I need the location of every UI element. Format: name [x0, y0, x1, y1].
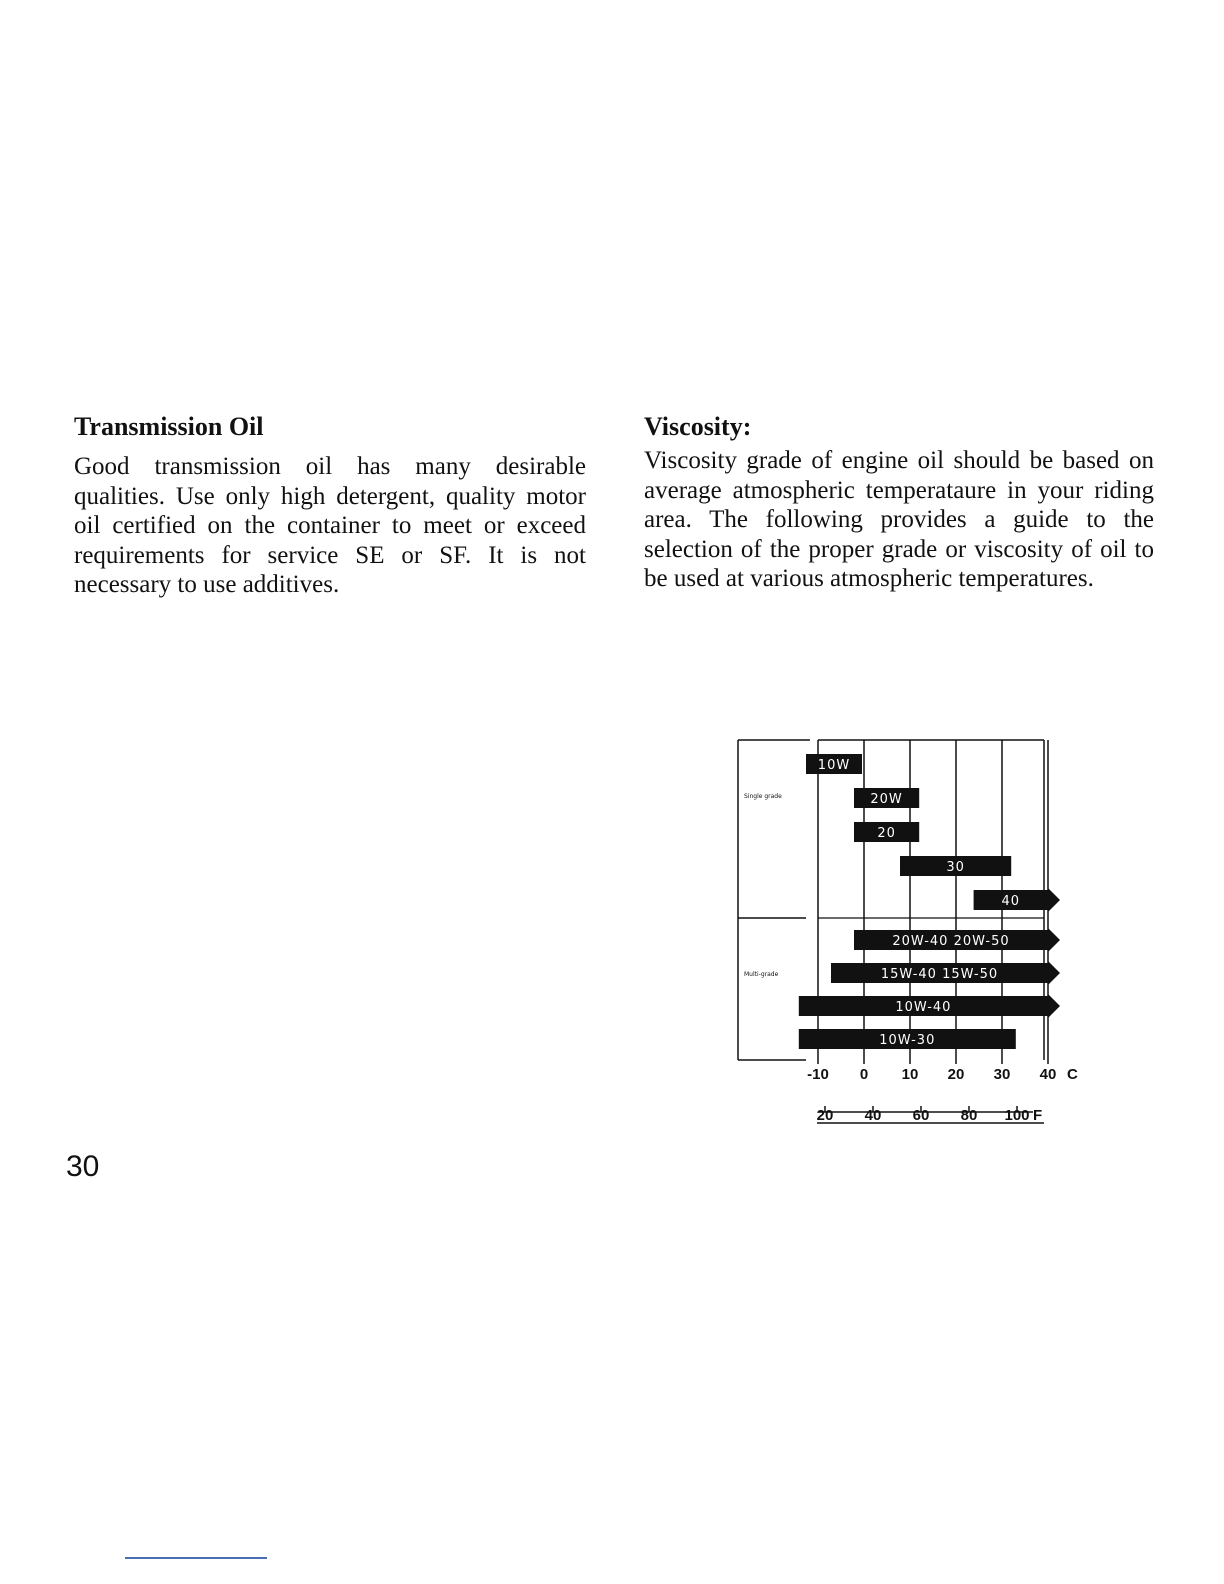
bar-label: 10W-40	[895, 1000, 952, 1015]
bar-label: 10W-30	[879, 1033, 936, 1048]
celsius-unit-label: C	[1067, 1066, 1078, 1083]
viscosity-heading: Viscosity:	[644, 412, 752, 441]
group-label: Single grade	[744, 793, 782, 800]
celsius-tick-label: 20	[947, 1066, 965, 1083]
footer-rule	[125, 1557, 267, 1559]
celsius-tick-label: 30	[993, 1066, 1011, 1083]
bar-label: 20	[877, 826, 896, 841]
celsius-tick-label: -10	[807, 1066, 829, 1083]
fahrenheit-tick-label: 80	[960, 1107, 978, 1124]
fahrenheit-tick-label: 100	[1004, 1107, 1030, 1124]
viscosity-section	[644, 412, 1154, 594]
chart-ticks	[807, 1066, 1078, 1124]
page-number: 30	[66, 1150, 100, 1183]
transmission-oil-heading: Transmission Oil	[74, 412, 264, 441]
celsius-tick-label: 0	[859, 1066, 869, 1083]
bar-label: 10W	[817, 758, 851, 773]
bar-label: 20W-40 20W-50	[892, 934, 1010, 949]
bar-label: 30	[946, 860, 965, 875]
fahrenheit-tick-label: 40	[864, 1107, 882, 1124]
bar-arrow	[1048, 994, 1060, 1018]
celsius-tick-label: 10	[901, 1066, 919, 1083]
fahrenheit-tick-label: 20	[816, 1107, 834, 1124]
bar-label: 20W	[870, 792, 903, 807]
transmission-oil-section	[74, 412, 586, 600]
viscosity-paragraph: Viscosity grade of engine oil should be based on average atmospheric temperataure in your riding area. The following provides a guide to the selection of the proper grade or viscosity of oil to be used at various atmospheric temperatures.	[644, 447, 1154, 592]
bar-label: 40	[1001, 894, 1021, 909]
viscosity-chart	[730, 730, 1080, 1130]
bar-arrow	[1048, 888, 1060, 912]
transmission-oil-paragraph: Good transmission oil has many desirable qualities. Use only high detergent, quality motor oil certified on the container to meet or exceed requirements for service SE or SF. It is not necessary to use additives.	[74, 453, 586, 598]
bar-arrow	[1048, 961, 1060, 985]
bar-label: 15W-40 15W-50	[880, 967, 999, 982]
bar-arrow	[1048, 928, 1060, 952]
group-label: Multi-grade	[744, 971, 779, 978]
fahrenheit-tick-label: 60	[912, 1107, 930, 1124]
fahrenheit-unit-label: F	[1033, 1107, 1043, 1124]
celsius-tick-label: 40	[1039, 1066, 1057, 1083]
chart-bars	[799, 754, 1060, 1049]
